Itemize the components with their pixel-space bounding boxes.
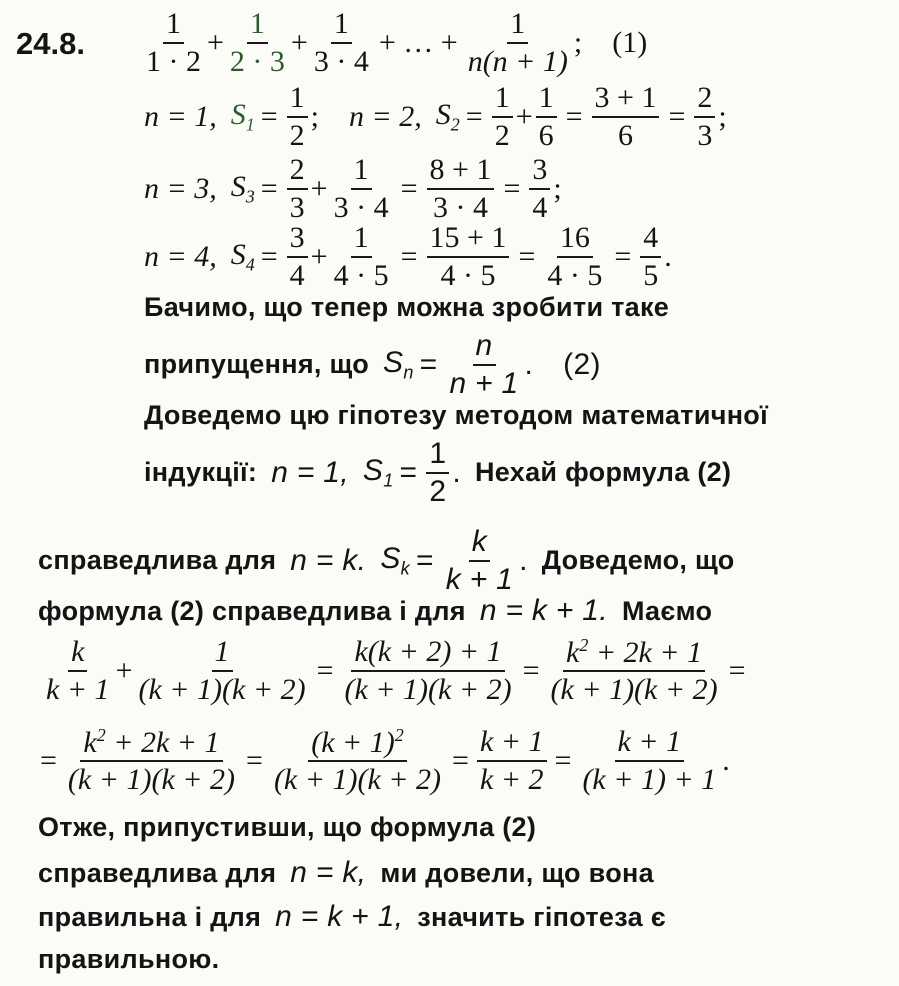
fraction-numerator: 1 — [331, 8, 352, 44]
fraction — [227, 8, 288, 77]
period: . — [722, 743, 730, 777]
fraction-denominator: (k + 1)(k + 2) — [273, 763, 442, 797]
sum-index: 4 — [245, 254, 255, 275]
conclusion-line-4: правильною. — [38, 944, 220, 974]
numerator-base: (k + 1) — [311, 725, 395, 759]
n-value: n = 1, — [144, 99, 217, 133]
fraction — [427, 222, 510, 291]
n-value: n = k + 1. — [479, 594, 608, 627]
fraction-numerator — [563, 636, 705, 672]
equals-sign: = — [419, 347, 438, 381]
calculation-line-2 — [40, 726, 730, 796]
n-value: n = 4, — [144, 239, 217, 273]
hypothesis-line — [144, 330, 601, 399]
fraction-numerator: 1 — [163, 8, 184, 44]
fraction-numerator: k — [469, 526, 490, 562]
plus-sign: + — [290, 25, 308, 59]
conclusion-line-3 — [38, 900, 666, 934]
fraction-denominator: 3 — [697, 118, 713, 152]
equals-sign: = — [246, 743, 263, 777]
fraction-denominator: n(n + 1) — [467, 44, 568, 78]
assumption-formula — [290, 526, 527, 595]
fraction-denominator: k + 1 — [445, 562, 514, 596]
equals-sign: = — [452, 743, 469, 777]
equals-sign: = — [503, 171, 521, 205]
equation-label: (1) — [612, 25, 648, 59]
hypothesis-text: припущення, що — [144, 349, 370, 379]
sum-symbol — [383, 346, 414, 383]
fraction — [271, 726, 444, 796]
fraction-denominator: 4 · 5 — [547, 258, 603, 292]
fraction — [446, 330, 521, 399]
fraction — [544, 222, 605, 291]
fraction — [43, 636, 113, 705]
sum-index: 3 — [245, 186, 255, 207]
calculation-line-1 — [40, 636, 751, 706]
fraction — [579, 726, 719, 795]
numerator-rest: + 2k + 1 — [105, 725, 220, 759]
induction-text: індукції: — [144, 457, 258, 487]
sum-symbol — [363, 454, 394, 491]
plus-sign: + — [310, 239, 328, 273]
assumption-text: справедлива для — [38, 545, 277, 575]
assumption-line — [38, 526, 735, 595]
numerator-rest: + 2k + 1 — [588, 635, 703, 669]
fraction-numerator: k + 1 — [615, 726, 685, 762]
period: . — [524, 347, 534, 381]
fraction-numerator: 4 — [640, 222, 661, 258]
n-value: n = k + 1, — [275, 900, 404, 933]
fraction-denominator: 3 · 4 — [432, 190, 488, 224]
ellipsis: + … + — [378, 25, 458, 59]
period: . — [664, 239, 672, 273]
fraction — [311, 8, 372, 77]
plus-sign: + — [207, 25, 224, 59]
fraction-numerator: 3 + 1 — [592, 82, 660, 118]
plus-sign: + — [515, 99, 533, 133]
fraction-numerator: k — [68, 636, 87, 672]
fraction-denominator: n + 1 — [449, 366, 519, 400]
induction-base-line — [144, 438, 731, 507]
fraction-denominator: 6 — [538, 118, 554, 152]
equals-sign: = — [522, 653, 540, 687]
fraction — [427, 154, 495, 223]
fraction-denominator: (k + 1)(k + 2) — [67, 763, 236, 797]
fraction-numerator: 8 + 1 — [427, 154, 495, 190]
fraction — [287, 222, 308, 291]
fraction — [65, 726, 238, 796]
sum-symbol — [231, 98, 255, 135]
fraction — [592, 82, 660, 151]
case-line-3 — [144, 154, 562, 223]
fraction-numerator: 1 — [426, 438, 449, 474]
equals-sign: = — [565, 99, 583, 133]
fraction-numerator: 1 — [247, 8, 268, 44]
fraction-denominator: 2 — [429, 474, 447, 508]
fraction-numerator: 1 — [351, 154, 372, 190]
n-value: n = k, — [290, 856, 367, 889]
equals-sign: = — [614, 239, 632, 273]
plus-sign: + — [310, 171, 328, 205]
exponent: 2 — [394, 725, 404, 745]
fraction — [342, 636, 515, 705]
fraction — [331, 222, 392, 291]
plus-sign: + — [115, 653, 133, 687]
fraction-numerator: 2 — [287, 154, 308, 190]
conclusion-line-1: Отже, припустивши, що формула (2) — [38, 812, 537, 842]
fraction-denominator: 2 — [289, 118, 305, 152]
sum-letter: S — [230, 169, 246, 203]
exponent: 2 — [96, 725, 106, 745]
fraction-numerator: n — [473, 330, 496, 366]
fraction-numerator — [308, 726, 407, 762]
conclusion-text: справедлива для — [38, 857, 277, 888]
fraction — [536, 82, 557, 151]
fraction — [331, 154, 392, 223]
fraction-denominator: 2 · 3 — [229, 44, 285, 78]
fraction-numerator: 3 — [287, 222, 308, 258]
equals-sign: = — [668, 99, 686, 133]
n-value: n = 1, — [271, 455, 349, 489]
step-line — [38, 594, 712, 628]
exponent: 2 — [579, 635, 589, 655]
problem-number: 24.8. — [16, 26, 85, 61]
fraction-numerator: 3 — [529, 154, 550, 190]
fraction-numerator: 1 — [351, 222, 372, 258]
fraction-denominator: 5 — [643, 258, 659, 292]
sum-letter: S — [362, 453, 384, 487]
fraction — [492, 82, 513, 151]
induction-text-after: Нехай формула (2) — [475, 457, 732, 487]
fraction — [426, 438, 449, 507]
assumption-text-after: Доведемо, що — [541, 545, 735, 575]
fraction-denominator: 4 · 5 — [440, 258, 496, 292]
equals-sign: = — [465, 99, 483, 133]
semicolon: ; — [310, 99, 320, 133]
fraction-denominator: (k + 1)(k + 2) — [550, 673, 718, 707]
fraction-numerator: 1 — [492, 82, 513, 118]
fraction — [477, 726, 547, 795]
sum-index: 1 — [245, 114, 255, 135]
sum-symbol — [231, 170, 255, 207]
text-line-prove: Доведемо цю гіпотезу методом математичної — [144, 400, 768, 430]
fraction-denominator: (k + 1)(k + 2) — [344, 672, 512, 706]
fraction-denominator: 4 · 5 — [333, 258, 389, 292]
n-value: n = 2, — [349, 99, 422, 133]
fraction-numerator: 2 — [694, 82, 715, 118]
base-formula — [271, 438, 461, 507]
equals-sign: = — [399, 455, 418, 489]
fraction-denominator: k + 1 — [46, 672, 110, 706]
period: . — [452, 455, 461, 489]
sum-letter: S — [230, 97, 246, 131]
text-line-observation: Бачимо, що тепер можна зробити таке — [144, 292, 670, 322]
semicolon: ; — [553, 171, 562, 205]
fraction-numerator: 1 — [287, 82, 308, 118]
fraction-numerator: 1 — [507, 8, 528, 44]
equals-sign: = — [728, 653, 746, 687]
numerator-base: k — [565, 635, 580, 669]
fraction — [465, 8, 571, 77]
fraction-numerator — [80, 726, 222, 762]
fraction-denominator: (k + 1)(k + 2) — [138, 672, 306, 706]
conclusion-text-after: значить гіпотеза є — [417, 901, 666, 932]
sum-symbol — [380, 542, 410, 579]
fraction-denominator: 1 · 2 — [146, 44, 201, 78]
equals-sign: = — [260, 239, 278, 273]
fraction-denominator: 3 — [289, 190, 305, 224]
fraction — [529, 154, 550, 223]
fraction-denominator: k + 2 — [479, 762, 544, 796]
fraction — [443, 526, 516, 595]
equals-sign: = — [260, 171, 278, 205]
fraction-denominator: 3 · 4 — [313, 44, 369, 78]
n-value: n = 3, — [144, 171, 217, 205]
sum-letter: S — [435, 97, 451, 131]
conclusion-line-2 — [38, 856, 654, 890]
fraction-numerator: 1 — [212, 636, 233, 672]
conclusion-text: правильна і для — [38, 901, 262, 932]
fraction-denominator: 4 — [532, 190, 548, 224]
fraction — [143, 8, 204, 77]
fraction — [287, 82, 308, 151]
equals-sign: = — [400, 171, 418, 205]
equals-sign: = — [415, 543, 434, 577]
equals-sign: = — [260, 99, 278, 133]
sum-symbol — [231, 238, 255, 275]
sum-symbol — [436, 98, 460, 135]
equals-sign: = — [316, 653, 334, 687]
sum-letter: S — [230, 237, 246, 271]
sum-letter: S — [383, 345, 404, 379]
fraction-numerator: k(k + 2) + 1 — [351, 636, 504, 672]
step-text-after: Маємо — [621, 595, 713, 626]
fraction-numerator: 15 + 1 — [427, 222, 510, 258]
equals-sign: = — [40, 743, 57, 777]
fraction — [287, 154, 308, 223]
equation-label: (2) — [563, 347, 601, 381]
equals-sign: = — [518, 239, 536, 273]
fraction-denominator: (k + 1) + 1 — [582, 762, 717, 796]
n-value: n = k. — [290, 543, 367, 577]
fraction — [548, 636, 721, 706]
sum-index: 1 — [383, 470, 394, 491]
series-equation — [140, 8, 647, 77]
case-line-4 — [144, 222, 672, 291]
fraction-numerator: 16 — [557, 222, 593, 258]
sum-index: n — [403, 362, 414, 383]
sum-letter: S — [380, 541, 401, 575]
sum-index: k — [400, 558, 410, 579]
semicolon: ; — [573, 25, 583, 59]
step-text: формула (2) справедлива і для — [38, 595, 466, 626]
fraction-denominator: 6 — [617, 118, 633, 152]
fraction-denominator: 3 · 4 — [333, 190, 389, 224]
fraction-denominator: 2 — [494, 118, 510, 152]
fraction-numerator: k + 1 — [477, 726, 547, 762]
fraction-denominator: 4 — [289, 258, 305, 292]
conclusion-text-after: ми довели, що вона — [380, 857, 654, 888]
semicolon: ; — [718, 99, 727, 133]
sum-index: 2 — [450, 114, 460, 135]
case-line-1-2 — [144, 82, 727, 151]
fraction — [135, 636, 308, 705]
numerator-base: k — [83, 725, 97, 759]
period: . — [519, 543, 528, 577]
equals-sign: = — [554, 743, 572, 777]
equals-sign: = — [400, 239, 418, 273]
hypothesis-formula — [383, 330, 601, 399]
fraction-numerator: 1 — [536, 82, 557, 118]
fraction — [694, 82, 715, 151]
fraction — [640, 222, 661, 291]
